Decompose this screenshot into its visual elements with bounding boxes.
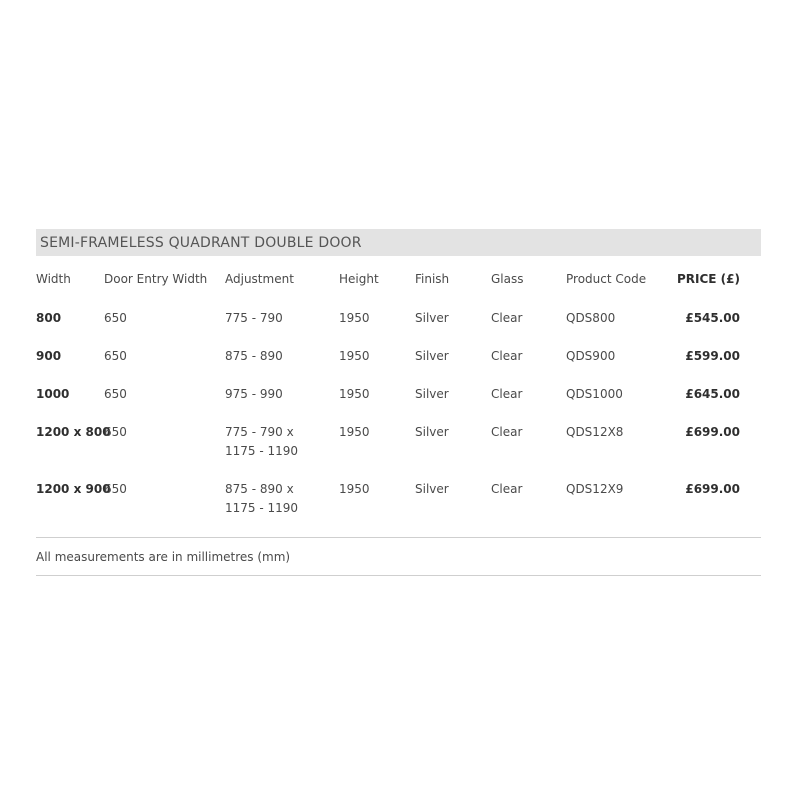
cell-adjustment-line1: 875 - 890 x <box>225 482 294 496</box>
cell-product-code: QDS12X8 <box>566 425 624 439</box>
cell-height: 1950 <box>339 349 370 363</box>
cell-price: £545.00 <box>685 311 740 325</box>
header-door-entry-width: Door Entry Width <box>104 272 208 286</box>
cell-glass: Clear <box>491 349 523 363</box>
cell-door-entry-width: 650 <box>104 482 127 496</box>
table-row <box>36 480 761 537</box>
cell-adjustment <box>225 347 283 366</box>
table-header-row <box>36 256 761 301</box>
table-title: SEMI-FRAMELESS QUADRANT DOUBLE DOOR <box>36 229 761 256</box>
cell-product-code: QDS900 <box>566 349 616 363</box>
cell-adjustment-line1: 775 - 790 x <box>225 425 294 439</box>
cell-glass: Clear <box>491 425 523 439</box>
cell-adjustment-line1: 975 - 990 <box>225 387 283 401</box>
header-finish: Finish <box>415 272 450 286</box>
cell-glass: Clear <box>491 482 523 496</box>
cell-width: 1200 x 800 <box>36 425 111 439</box>
cell-finish: Silver <box>415 387 449 401</box>
header-adjustment: Adjustment <box>225 272 294 286</box>
cell-door-entry-width: 650 <box>104 387 127 401</box>
cell-height: 1950 <box>339 425 370 439</box>
cell-adjustment <box>225 385 283 404</box>
header-glass: Glass <box>491 272 524 286</box>
cell-width: 1000 <box>36 387 70 401</box>
cell-width: 800 <box>36 311 62 325</box>
header-product-code: Product Code <box>566 272 647 286</box>
cell-glass: Clear <box>491 311 523 325</box>
table-row <box>36 347 761 385</box>
cell-finish: Silver <box>415 311 449 325</box>
product-table-section <box>36 229 761 576</box>
table-row <box>36 423 761 480</box>
cell-width: 900 <box>36 349 62 363</box>
table-row <box>36 309 761 347</box>
cell-finish: Silver <box>415 349 449 363</box>
cell-height: 1950 <box>339 311 370 325</box>
cell-price: £599.00 <box>685 349 740 363</box>
cell-price: £699.00 <box>685 482 740 496</box>
cell-door-entry-width: 650 <box>104 425 127 439</box>
header-width: Width <box>36 272 71 286</box>
cell-finish: Silver <box>415 482 449 496</box>
cell-height: 1950 <box>339 482 370 496</box>
cell-product-code: QDS800 <box>566 311 616 325</box>
cell-adjustment-line2: 1175 - 1190 <box>225 444 299 458</box>
measurement-footnote: All measurements are in millimetres (mm) <box>36 549 291 564</box>
cell-adjustment <box>225 423 298 461</box>
cell-height: 1950 <box>339 387 370 401</box>
table-divider-bottom <box>36 575 761 576</box>
cell-price: £645.00 <box>685 387 740 401</box>
cell-product-code: QDS1000 <box>566 387 623 401</box>
cell-finish: Silver <box>415 425 449 439</box>
cell-glass: Clear <box>491 387 523 401</box>
cell-adjustment-line2: 1175 - 1190 <box>225 501 299 515</box>
cell-door-entry-width: 650 <box>104 349 127 363</box>
cell-width: 1200 x 900 <box>36 482 111 496</box>
cell-door-entry-width: 650 <box>104 311 127 325</box>
header-height: Height <box>339 272 379 286</box>
table-row <box>36 385 761 423</box>
cell-adjustment-line1: 875 - 890 <box>225 349 283 363</box>
cell-adjustment <box>225 480 298 518</box>
cell-adjustment <box>225 309 283 328</box>
cell-product-code: QDS12X9 <box>566 482 624 496</box>
cell-price: £699.00 <box>685 425 740 439</box>
cell-adjustment-line1: 775 - 790 <box>225 311 283 325</box>
header-price: PRICE (£) <box>677 272 740 286</box>
